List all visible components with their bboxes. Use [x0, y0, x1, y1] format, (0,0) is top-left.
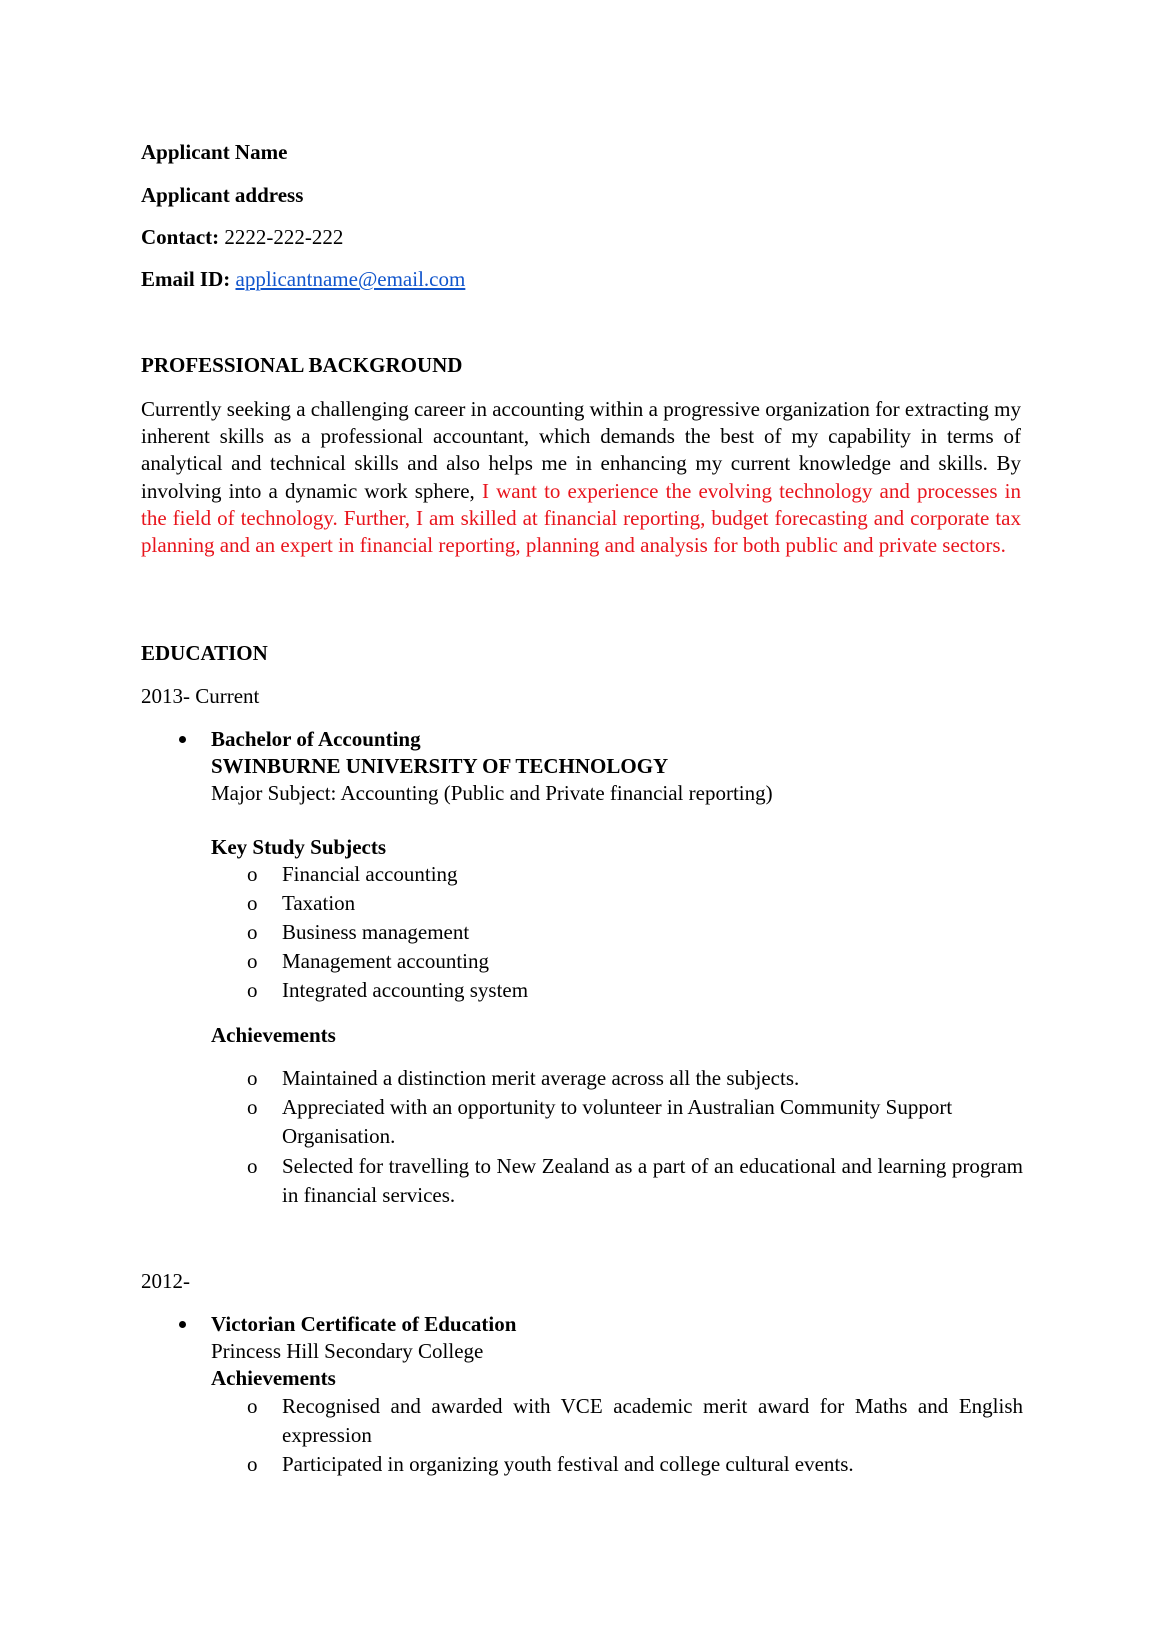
bullet-icon	[179, 736, 186, 743]
subjects-heading: Key Study Subjects	[211, 835, 387, 859]
subject-item: Integrated accounting system	[282, 978, 529, 1002]
circle-bullet-icon: o	[247, 978, 258, 1002]
subject-item: Taxation	[282, 891, 356, 915]
contact-line	[141, 224, 343, 251]
professional-summary	[141, 396, 1021, 559]
email-link[interactable]: applicantname@email.com	[235, 267, 466, 291]
circle-bullet-icon: o	[247, 949, 258, 973]
circle-bullet-icon: o	[247, 891, 258, 915]
professional-heading: PROFESSIONAL BACKGROUND	[141, 353, 463, 377]
achievement-item: Selected for travelling to New Zealand as a part of an educational and learning program in financial services.	[282, 1154, 1023, 1207]
contact-value: 2222-222-222	[224, 225, 344, 249]
degree-title: Victorian Certificate of Education	[211, 1312, 517, 1336]
circle-bullet-icon: o	[247, 862, 258, 886]
institution-name: Princess Hill Secondary College	[211, 1339, 484, 1363]
summary-highlight-text: I want to experience the evolving technology and processes in the field of technology. Further, I am skilled at financial reporting, budget forecasting and corporate tax planning and an expert in financial reporting, planning and analysis for both public and private sectors.	[141, 478, 1021, 558]
achievements-heading: Achievements	[211, 1023, 336, 1047]
summary-text: Currently seeking a challenging career in accounting within a progressive organization for extracting my inherent skills as a professional accountant, which demands the best of my capability in terms of analytical and technical skills and also helps me in enhancing my current knowledge and skills. By involving into a dynamic work sphere,	[141, 397, 1021, 503]
circle-bullet-icon: o	[247, 1452, 258, 1476]
major-subject: Major Subject: Accounting (Public and Private financial reporting)	[211, 781, 773, 805]
subject-item: Management accounting	[282, 949, 490, 973]
achievement-item: Appreciated with an opportunity to volunteer in Australian Community Support Organisation.	[282, 1095, 953, 1148]
circle-bullet-icon: o	[247, 1066, 258, 1090]
degree-title: Bachelor of Accounting	[211, 727, 421, 751]
contact-label: Contact:	[141, 225, 220, 249]
achievement-item: Participated in organizing youth festival and college cultural events.	[282, 1452, 854, 1476]
subject-item: Financial accounting	[282, 862, 458, 886]
education-period: 2012-	[141, 1269, 190, 1293]
circle-bullet-icon: o	[247, 920, 258, 944]
circle-bullet-icon: o	[247, 1095, 258, 1119]
applicant-address: Applicant address	[141, 183, 304, 207]
achievement-item: Maintained a distinction merit average across all the subjects.	[282, 1066, 800, 1090]
circle-bullet-icon: o	[247, 1394, 258, 1418]
email-label: Email ID:	[141, 267, 231, 291]
circle-bullet-icon: o	[247, 1154, 258, 1178]
education-heading: EDUCATION	[141, 641, 268, 665]
achievement-item: Recognised and awarded with VCE academic merit award for Maths and English expression	[282, 1394, 1023, 1447]
subject-item: Business management	[282, 920, 470, 944]
education-period: 2013- Current	[141, 684, 260, 708]
institution-name: SWINBURNE UNIVERSITY OF TECHNOLOGY	[211, 754, 669, 778]
email-line	[141, 266, 465, 293]
bullet-icon	[179, 1321, 186, 1328]
achievements-heading: Achievements	[211, 1366, 336, 1390]
applicant-name: Applicant Name	[141, 140, 288, 164]
